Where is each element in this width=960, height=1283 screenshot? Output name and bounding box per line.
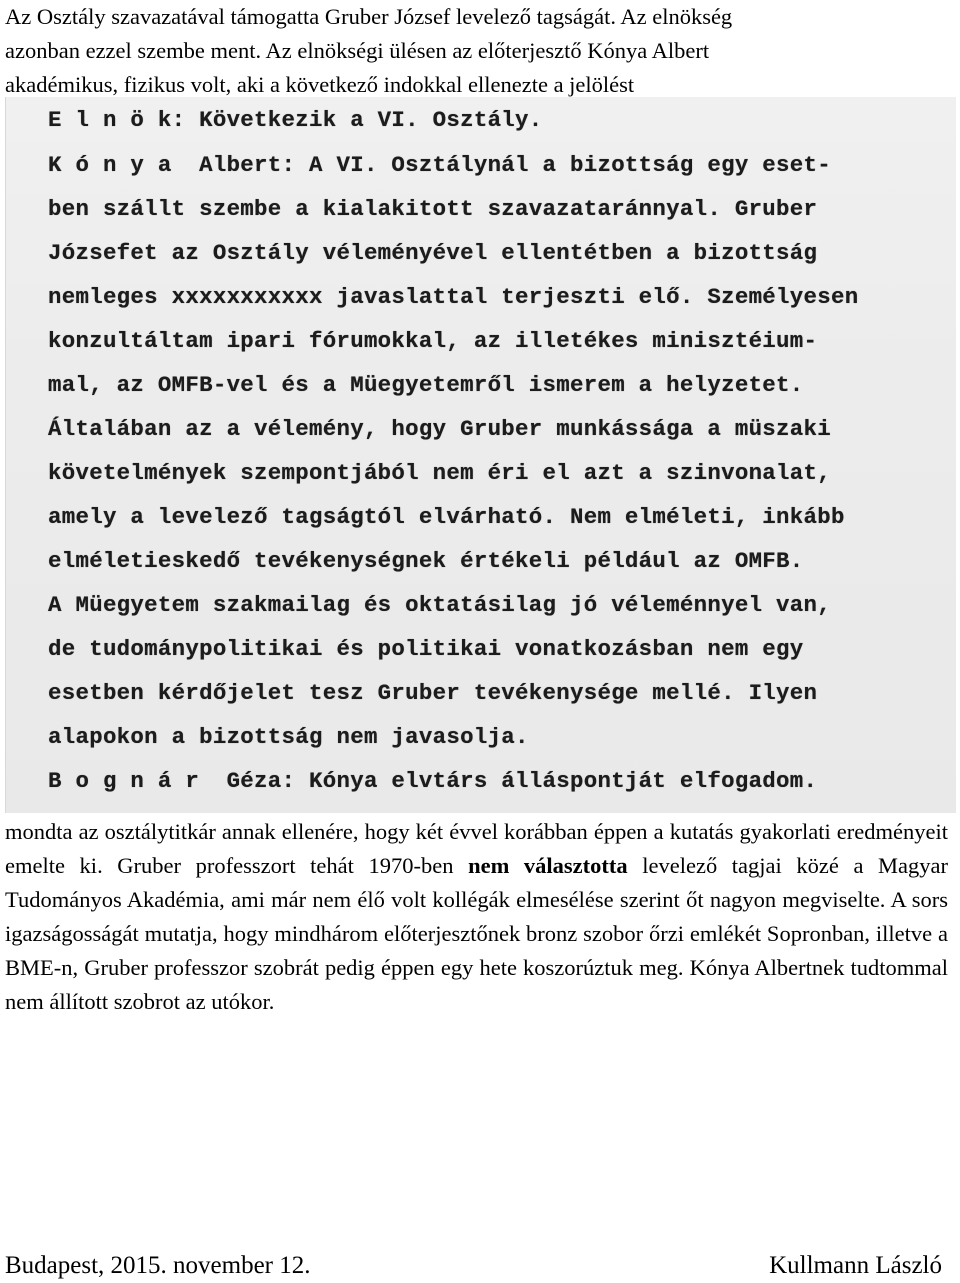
typed-line: Józsefet az Osztály véleményével ellentétben a bizottság xyxy=(48,240,818,266)
body-text-part: levelező tagjai közé a Magyar Tudományos Akadémia, ami már nem élő volt kollégák elmesélése szerint őt nagyon megviselte. A sors igazságosságát mutatja, hogy mindhárom előterjesztőnek bronz szobor őrzi emlékét Sopronban, illetve a BME-n, Gruber professzor szobrát pedig éppen egy hete koszorúztuk meg. Kónya Albertnek tudtommal nem állított szobrot az utókor. xyxy=(5,853,949,1014)
typed-line: nemleges xxxxxxxxxxx javaslattal terjeszti elő. Személyesen xyxy=(48,284,859,310)
body-text-part: mondta az osztálytitkár annak ellenére, hogy két évvel korábban éppen a kutatás gyakorlati eredményeit emelte ki. Gruber professzort tehát 1970-ben xyxy=(5,819,948,878)
typed-line: B o g n á r Géza: Kónya elvtárs álláspontját elfogadom. xyxy=(48,768,818,794)
typed-line: esetben kérdőjelet tesz Gruber tevékenysége mellé. Ilyen xyxy=(48,680,818,706)
intro-paragraph xyxy=(5,0,950,102)
author-name: Kullmann László xyxy=(769,1252,942,1279)
typed-line: ben szállt szembe a kialakitott szavazataránnyal. Gruber xyxy=(48,196,818,222)
typed-line: E l n ö k: Következik a VI. Osztály. xyxy=(48,107,543,133)
typed-line: de tudománypolitikai és politikai vonatkozásban nem egy xyxy=(48,636,804,662)
typed-line: konzultáltam ipari fórumokkal, az illetékes minisztéium- xyxy=(48,328,818,354)
intro-line: akadémikus, fizikus volt, aki a következő indokkal ellenezte a jelölést xyxy=(5,72,635,97)
intro-line: Az Osztály szavazatával támogatta Gruber József levelező tagságát. Az elnökség xyxy=(5,4,733,29)
typewritten-document-scan xyxy=(5,97,956,813)
typed-line: amely a levelező tagságtól elvárható. Nem elméleti, inkább xyxy=(48,504,845,530)
body-bold-text: nem választotta xyxy=(468,853,628,878)
intro-line: azonban ezzel szembe ment. Az elnökségi ülésen az előterjesztő Kónya Albert xyxy=(5,38,710,63)
typed-line: elméletieskedő tevékenységnek értékeli például az OMFB. xyxy=(48,548,804,574)
typed-line: Általában az a vélemény, hogy Gruber munkássága a müszaki xyxy=(48,416,831,442)
typed-line: mal, az OMFB-vel és a Müegyetemről ismerem a helyzetet. xyxy=(48,372,804,398)
place-date: Budapest, 2015. november 12. xyxy=(5,1252,311,1279)
typed-line: követelmények szempontjából nem éri el azt a szinvonalat, xyxy=(48,460,831,486)
typed-line: A Müegyetem szakmailag és oktatásilag jó véleménnyel van, xyxy=(48,592,831,618)
typed-line: alapokon a bizottság nem javasolja. xyxy=(48,724,529,750)
typed-line: K ó n y a Albert: A VI. Osztálynál a bizottság egy eset- xyxy=(48,152,831,178)
body-paragraph xyxy=(5,815,948,1019)
